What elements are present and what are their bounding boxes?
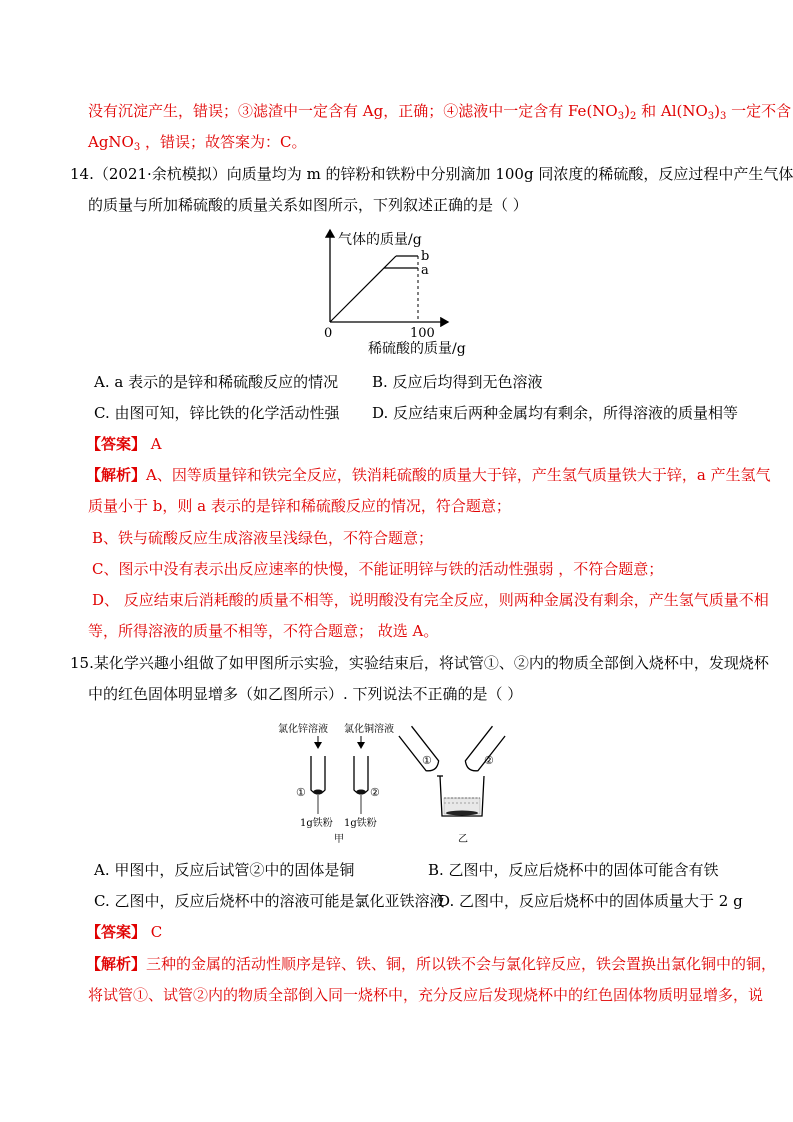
q14-analysis-line-4: C、图示中没有表示出反应速率的快慢，不能证明锌与铁的活动性强弱 ，不符合题意； [92, 560, 664, 578]
y-axis-label: 气体的质量/g [338, 232, 422, 248]
x-tick-100: 100 [410, 326, 435, 341]
q15-option-c: C. 乙图中，反应后烧杯中的溶液可能是氯化亚铁溶液 [94, 892, 445, 910]
caption-jia: 甲 [334, 834, 344, 845]
q15-stem-line-2: 中的红色固体明显增多（如乙图所示）. 下列说法不正确的是（ ） [88, 685, 523, 703]
q15-answer: 【答案】 C [86, 923, 163, 941]
q14-gas-mass-chart [318, 224, 478, 360]
q14-stem-line-2: 的质量与所加稀硫酸的质量关系如图所示，下列叙述正确的是（ ） [88, 196, 528, 214]
line-b [330, 256, 396, 322]
q14-stem-line-1: 14.（2021·余杭模拟）向质量均为 m 的锌粉和铁粉中分别滴加 100g 同浓度的稀硫酸，反应过程中产生气体 [70, 165, 793, 183]
q14-analysis-line-6: 等，所得溶液的质量不相等，不符合题意； 故选 A。 [88, 622, 439, 640]
x-axis-label: 稀硫酸的质量/g [368, 341, 466, 357]
q15-option-a: A. 甲图中，反应后试管②中的固体是铜 [94, 861, 355, 879]
line-b-label: b [421, 249, 430, 264]
q15-option-b: B. 乙图中，反应后烧杯中的固体可能含有铁 [428, 861, 719, 879]
q14-analysis-line-5: D、 反应结束后消耗酸的质量不相等，说明酸没有完全反应，则两种金属没有剩余，产生氢气质量不相 [92, 591, 769, 609]
q14-answer: 【答案】 A [86, 435, 162, 453]
line-a-label: a [421, 263, 429, 278]
carryover-line-1: 没有沉淀产生，错误；③滤渣中一定含有 Ag，正确；④滤液中一定含有 $Fe(NO_3)_2$ 和 $Al(NO_3)_3$ 一定不含 [88, 102, 792, 122]
iron-powder-1-label: 1g铁粉 [300, 818, 333, 829]
q15-experiment-figure [268, 718, 528, 848]
q14-analysis-line-3: B、铁与硫酸反应生成溶液呈浅绿色，不符合题意； [92, 529, 434, 547]
reagent-cucl2-label: 氯化铜溶液 [344, 724, 394, 735]
tube-2-number: ② [370, 786, 380, 799]
answer-label: 【答案】 [86, 435, 147, 453]
tube-1-number: ① [296, 786, 306, 799]
test-tube-1 [311, 756, 325, 794]
q14-option-b: B. 反应后均得到无色溶液 [372, 373, 543, 391]
test-tube-2 [354, 756, 368, 794]
caption-yi: 乙 [458, 834, 468, 845]
answer-label: 【答案】 [86, 923, 147, 941]
q15-analysis-line-2: 将试管①、试管②内的物质全部倒入同一烧杯中，充分反应后发现烧杯中的红色固体物质明显增多，说 [88, 986, 764, 1004]
q14-analysis-line-2: 质量小于 b，则 a 表示的是锌和稀硫酸反应的情况，符合题意； [88, 497, 511, 515]
origin-label: 0 [324, 326, 333, 341]
q15-analysis-line-1: 【解析】三种的金属的活动性顺序是锌、铁、铜，所以铁不会与氯化锌反应，铁会置换出氯化铜中的铜， [86, 955, 777, 973]
q14-option-a: A. a 表示的是锌和稀硫酸反应的情况 [94, 373, 339, 391]
q15-option-d: D. 乙图中，反应后烧杯中的固体质量大于 2 g [438, 892, 743, 910]
q14-option-c: C. 由图可知，锌比铁的化学活动性强 [94, 404, 340, 422]
iron-powder-2-label: 1g铁粉 [344, 818, 377, 829]
q14-option-d: D. 反应结束后两种金属均有剩余，所得溶液的质量相等 [372, 404, 739, 422]
q15-stem-line-1: 15.某化学兴趣小组做了如甲图所示实验，实验结束后，将试管①、②内的物质全部倒入烧杯中，发现烧杯 [70, 654, 769, 672]
pour-tube-1-number: ① [422, 754, 432, 767]
pour-tube-2-number: ② [484, 754, 494, 767]
carryover-line-2: AgNO$_3$ ，错误；故答案为：C。 [88, 133, 307, 153]
q14-analysis-line-1: 【解析】A、因等质量锌和铁完全反应，铁消耗硫酸的质量大于锌，产生氢气质量铁大于锌，a 产生氢气 [86, 466, 771, 484]
reagent-zncl2-label: 氯化锌溶液 [278, 724, 328, 735]
